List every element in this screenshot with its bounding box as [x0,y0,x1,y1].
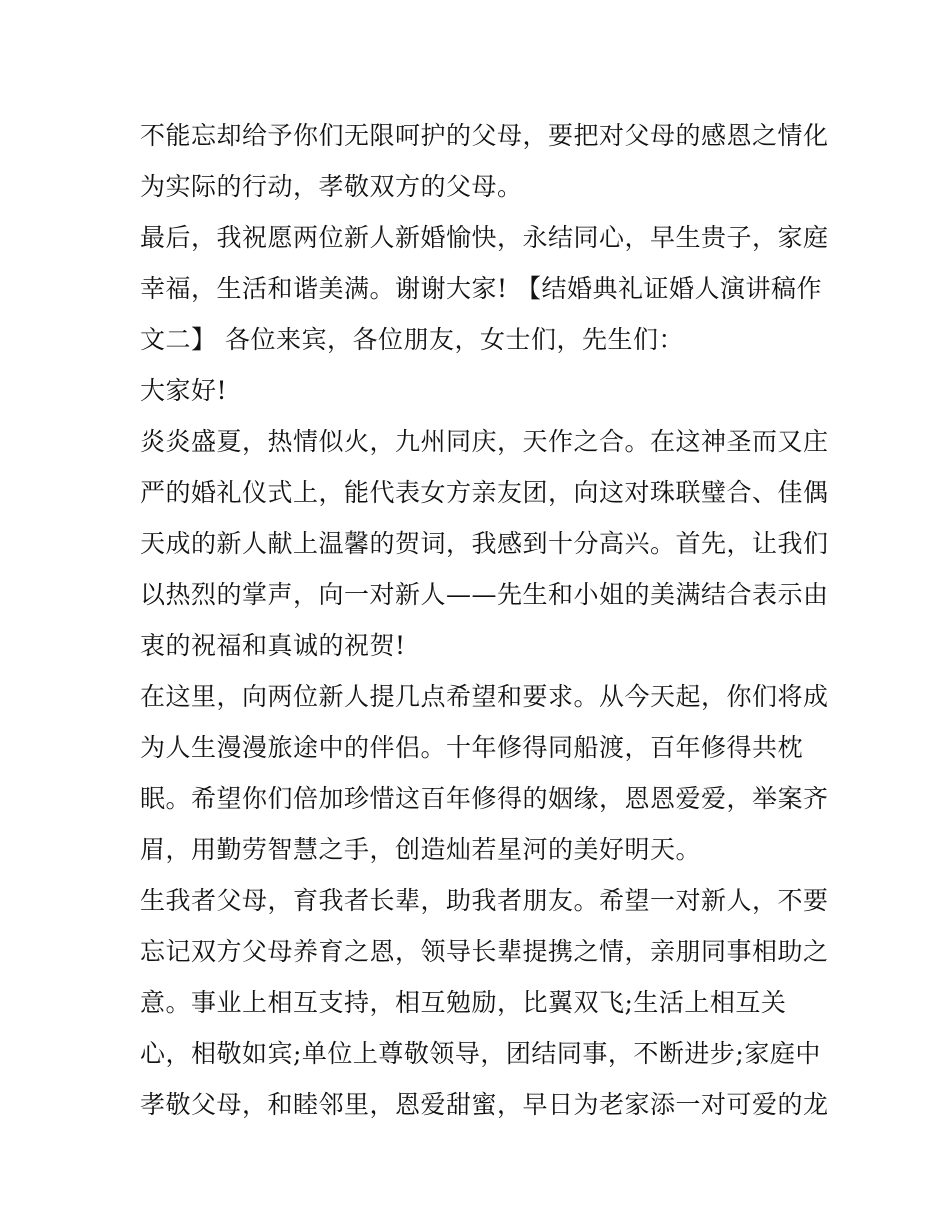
text-line: 为人生漫漫旅途中的伴侣。十年修得同船渡，百年修得共枕 [140,733,804,762]
text-line: 衷的祝福和真诚的祝贺! [140,631,406,660]
text-line: 文二】 各位来宾，各位朋友，女士们，先生们： [140,325,684,354]
text-line: 幸福，生活和谐美满。谢谢大家! 【结婚典礼证婚人演讲稿作 [140,274,822,303]
text-line: 孝敬父母，和睦邻里，恩爱甜蜜，早日为老家添一对可爱的龙 [140,1090,829,1119]
text-line: 眉，用勤劳智慧之手，创造灿若星河的美好明天。 [140,835,702,864]
text-line: 忘记双方父母养育之恩，领导长辈提携之情，亲朋同事相助之 [140,937,829,966]
text-line: 最后，我祝愿两位新人新婚愉快，永结同心，早生贵子，家庭 [140,223,829,252]
text-line: 严的婚礼仪式上，能代表女方亲友团，向这对珠联璧合、佳偶 [140,478,829,507]
text-line: 眠。希望你们倍加珍惜这百年修得的姻缘，恩恩爱爱，举案齐 [140,784,829,813]
text-line: 大家好! [140,376,228,405]
text-line: 炎炎盛夏，热情似火，九州同庆，天作之合。在这神圣而又庄 [140,427,829,456]
text-line: 为实际的行动，孝敬双方的父母。 [140,172,523,201]
document-body [140,110,829,1130]
text-line: 心，相敬如宾;单位上尊敬领导，团结同事，不断进步;家庭中 [140,1039,821,1068]
text-line: 生我者父母，育我者长辈，助我者朋友。希望一对新人，不要 [140,886,829,915]
text-line: 不能忘却给予你们无限呵护的父母，要把对父母的感恩之情化 [140,121,829,150]
text-line: 天成的新人献上温馨的贺词，我感到十分高兴。首先，让我们 [140,529,829,558]
text-line: 以热烈的掌声，向一对新人——先生和小姐的美满结合表示由 [140,580,829,609]
text-line: 意。事业上相互支持，相互勉励，比翼双飞;生活上相互关 [140,988,787,1017]
text-line: 在这里，向两位新人提几点希望和要求。从今天起，你们将成 [140,682,829,711]
